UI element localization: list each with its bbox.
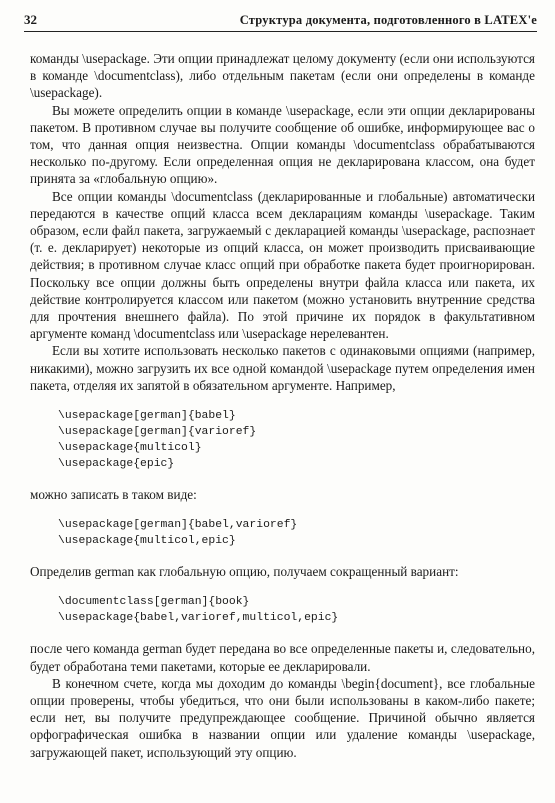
paragraph-7: после чего команда german будет передана во все определенные пакеты и, следовательно, будет обработана теми пакетами, которые ее декларировали. [30, 641, 535, 674]
paragraph-5: можно записать в таком виде: [30, 487, 197, 503]
paragraph-1: команды \usepackage. Эти опции принадлежат целому документу (если они используются в команде \documentclass), либо отдельным пакетам (если они определены в команде \usepackage). [30, 51, 535, 101]
code-block-3: \documentclass[german]{book} \usepackage{babel,varioref,multicol,epic} [58, 596, 339, 625]
code-block-1: \usepackage[german]{babel} \usepackage[german]{varioref} \usepackage{multicol} \usepackage{epic} [58, 410, 257, 471]
paragraph-4: Если вы хотите использовать несколько пакетов с одинаковыми опциями (например, никакими), можно загрузить их все одной командой \usepackage путем определения имен пакета, отделяя их запятой в обязательном аргументе. Например, [30, 343, 535, 393]
paragraph-3: Все опции команды \documentclass (декларированные и глобальные) автоматически передаются в качестве опций класса всем декларациям команды \usepackage. Таким образом, если файл пакета, загружаемый с декларацией команды \usepackage, распознает (т. е. декларирует) некоторые из опций класса, он может производить присваивающие действия; в противном случае класс опций при обработке пакета будет проигнорирован. Поскольку все опции должны быть определены внутри файла класса или пакета, их действие контролируется классом или пакетом (можно установить внутренние средства для прочтения внешнего файла). По этой причине их порядок в факультативном аргументе команд \documentclass или \usepackage нерелевантен. [30, 188, 535, 342]
paragraph-6: Определив german как глобальную опцию, получаем сокращенный вариант: [30, 564, 459, 580]
code-block-2: \usepackage[german]{babel,varioref} \usepackage{multicol,epic} [58, 519, 298, 548]
paragraph-2: Вы можете определить опции в команде \usepackage, если эти опции декларированы пакетом. В противном случае вы получите сообщение об ошибке, информирующее вас о том, что данная опция неизвестна. Опции команды \documentclass обрабатываются несколько по-другому. Если определенная опция не декларирована классом, она будет принята за «глобальную опцию». [30, 102, 535, 187]
page-body [30, 50, 535, 761]
paragraph-8: В конечном счете, когда мы доходим до команды \begin{document}, все глобальные опции проверены, чтобы убедиться, что они были использованы в каком-либо пакете; если нет, вы получите предупреждающее сообщение. Причиной обычно является орфографическая ошибка в названии опции или удаление команды \usepackage, загружающей пакет, использующий эту опцию. [30, 675, 535, 760]
page-number: 32 [24, 12, 37, 27]
running-title: Структура документа, подготовленного в LATEX'е [239, 13, 537, 27]
running-header [24, 6, 537, 32]
